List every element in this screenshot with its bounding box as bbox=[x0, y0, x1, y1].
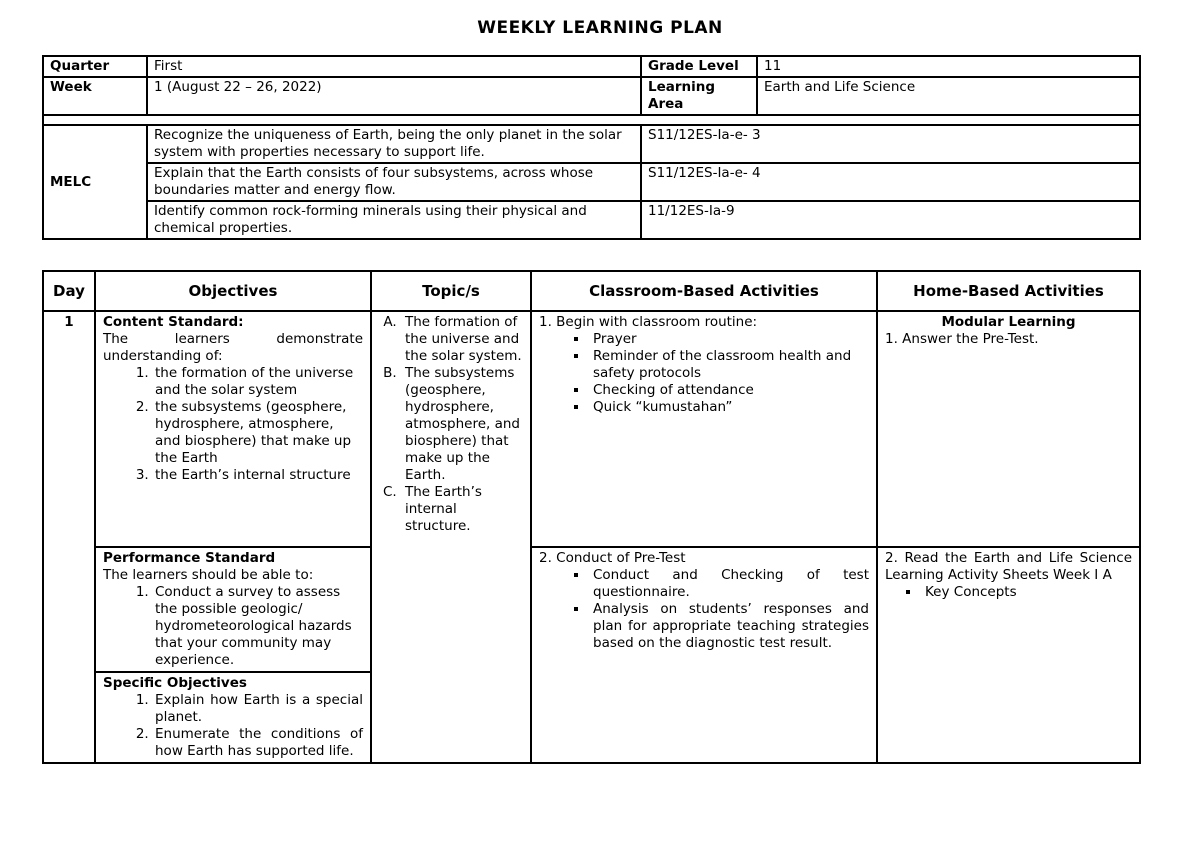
list-item: ▪ Conduct and Checking of test questionnaire. bbox=[589, 567, 869, 601]
document-title: WEEKLY LEARNING PLAN bbox=[477, 18, 723, 38]
header-home: Home-Based Activities bbox=[877, 271, 1140, 311]
topic-item: A. The formation of the universe and the solar system. bbox=[401, 314, 523, 365]
content-standard-list bbox=[103, 365, 363, 484]
classroom-step-2-list bbox=[539, 567, 869, 652]
grade-level-value: 11 bbox=[757, 56, 1140, 77]
header-topics: Topic/s bbox=[371, 271, 531, 311]
list-item: 1. Explain how Earth is a special planet. bbox=[153, 692, 363, 726]
header-day: Day bbox=[43, 271, 95, 311]
grade-level-label: Grade Level bbox=[641, 56, 757, 77]
list-item: ▪ Key Concepts bbox=[921, 584, 1132, 601]
list-item: ▪ Checking of attendance bbox=[589, 382, 869, 399]
learning-area-label: Learning Area bbox=[641, 77, 757, 115]
list-item: 1. Conduct a survey to assess the possible geologic/ hydrometeorological hazards that your community may experience. bbox=[153, 584, 363, 669]
classroom-step-1-cell bbox=[531, 311, 877, 547]
list-item: ▪ Quick “kumustahan” bbox=[589, 399, 869, 416]
header-classroom: Classroom-Based Activities bbox=[531, 271, 877, 311]
list-item: ▪ Analysis on students’ responses and plan for appropriate teaching strategies based on the diagnostic test result. bbox=[589, 601, 869, 652]
content-standard-cell bbox=[95, 311, 371, 547]
melc-row bbox=[43, 163, 1140, 201]
list-item: ▪ Prayer bbox=[589, 331, 869, 348]
performance-standard-intro: The learners should be able to: bbox=[103, 567, 314, 583]
home-step-1: 1. Answer the Pre-Test. bbox=[885, 331, 1039, 347]
quarter-label: Quarter bbox=[43, 56, 147, 77]
specific-objectives-title: Specific Objectives bbox=[103, 675, 247, 691]
home-step-1-cell bbox=[877, 311, 1140, 547]
home-mode-title: Modular Learning bbox=[941, 314, 1076, 330]
melc-competency: Recognize the uniqueness of Earth, being the only planet in the solar system with properties necessary to support life. bbox=[147, 125, 641, 163]
week-value: 1 (August 22 – 26, 2022) bbox=[147, 77, 641, 115]
plan-header-row bbox=[43, 271, 1140, 311]
melc-row bbox=[43, 201, 1140, 239]
day-number: 1 bbox=[43, 311, 95, 763]
info-table bbox=[42, 55, 1141, 240]
specific-objectives-cell bbox=[95, 672, 371, 763]
list-item: 2. the subsystems (geosphere, hydrosphere, atmosphere, and biosphere) that make up the Earth bbox=[153, 399, 363, 467]
list-item: ▪ Reminder of the classroom health and safety protocols bbox=[589, 348, 869, 382]
melc-label: MELC bbox=[43, 125, 147, 239]
specific-objectives-list bbox=[103, 692, 363, 760]
melc-code: 11/12ES-Ia-9 bbox=[641, 201, 1140, 239]
learning-area-value: Earth and Life Science bbox=[757, 77, 1140, 115]
classroom-step-1: 1. Begin with classroom routine: bbox=[539, 314, 758, 330]
classroom-step-1-list bbox=[539, 331, 869, 416]
performance-standard-title: Performance Standard bbox=[103, 550, 276, 566]
performance-standard-cell bbox=[95, 547, 371, 672]
classroom-step-2-cell bbox=[531, 547, 877, 763]
list-item: 2. Enumerate the conditions of how Earth has supported life. bbox=[153, 726, 363, 760]
content-standard-title: Content Standard: bbox=[103, 314, 244, 330]
melc-competency: Identify common rock-forming minerals using their physical and chemical properties. bbox=[147, 201, 641, 239]
quarter-row bbox=[43, 56, 1140, 77]
topics-list bbox=[379, 314, 523, 535]
melc-row bbox=[43, 125, 1140, 163]
plan-row-2 bbox=[43, 547, 1140, 672]
topic-item: C. The Earth’s internal structure. bbox=[401, 484, 523, 535]
classroom-step-2: 2. Conduct of Pre-Test bbox=[539, 550, 686, 566]
home-step-2-list bbox=[885, 584, 1132, 601]
home-step-2-cell bbox=[877, 547, 1140, 763]
plan-table bbox=[42, 270, 1141, 764]
performance-standard-list bbox=[103, 584, 363, 669]
topics-cell bbox=[371, 311, 531, 763]
quarter-value: First bbox=[147, 56, 641, 77]
content-standard-intro: The learners demonstrate understanding of: bbox=[103, 331, 363, 364]
topic-item: B. The subsystems (geosphere, hydrosphere, atmosphere, and biosphere) that make up the Earth. bbox=[401, 365, 523, 484]
week-row bbox=[43, 77, 1140, 115]
plan-row-1 bbox=[43, 311, 1140, 547]
melc-code: S11/12ES-Ia-e- 4 bbox=[641, 163, 1140, 201]
week-label: Week bbox=[43, 77, 147, 115]
list-item: 3. the Earth’s internal structure bbox=[153, 467, 363, 484]
spacer-row bbox=[43, 115, 1140, 125]
list-item: 1. the formation of the universe and the solar system bbox=[153, 365, 363, 399]
header-objectives: Objectives bbox=[95, 271, 371, 311]
melc-competency: Explain that the Earth consists of four subsystems, across whose boundaries matter and energy flow. bbox=[147, 163, 641, 201]
home-step-2: 2. Read the Earth and Life Science Learning Activity Sheets Week I A bbox=[885, 550, 1132, 583]
melc-code: S11/12ES-Ia-e- 3 bbox=[641, 125, 1140, 163]
